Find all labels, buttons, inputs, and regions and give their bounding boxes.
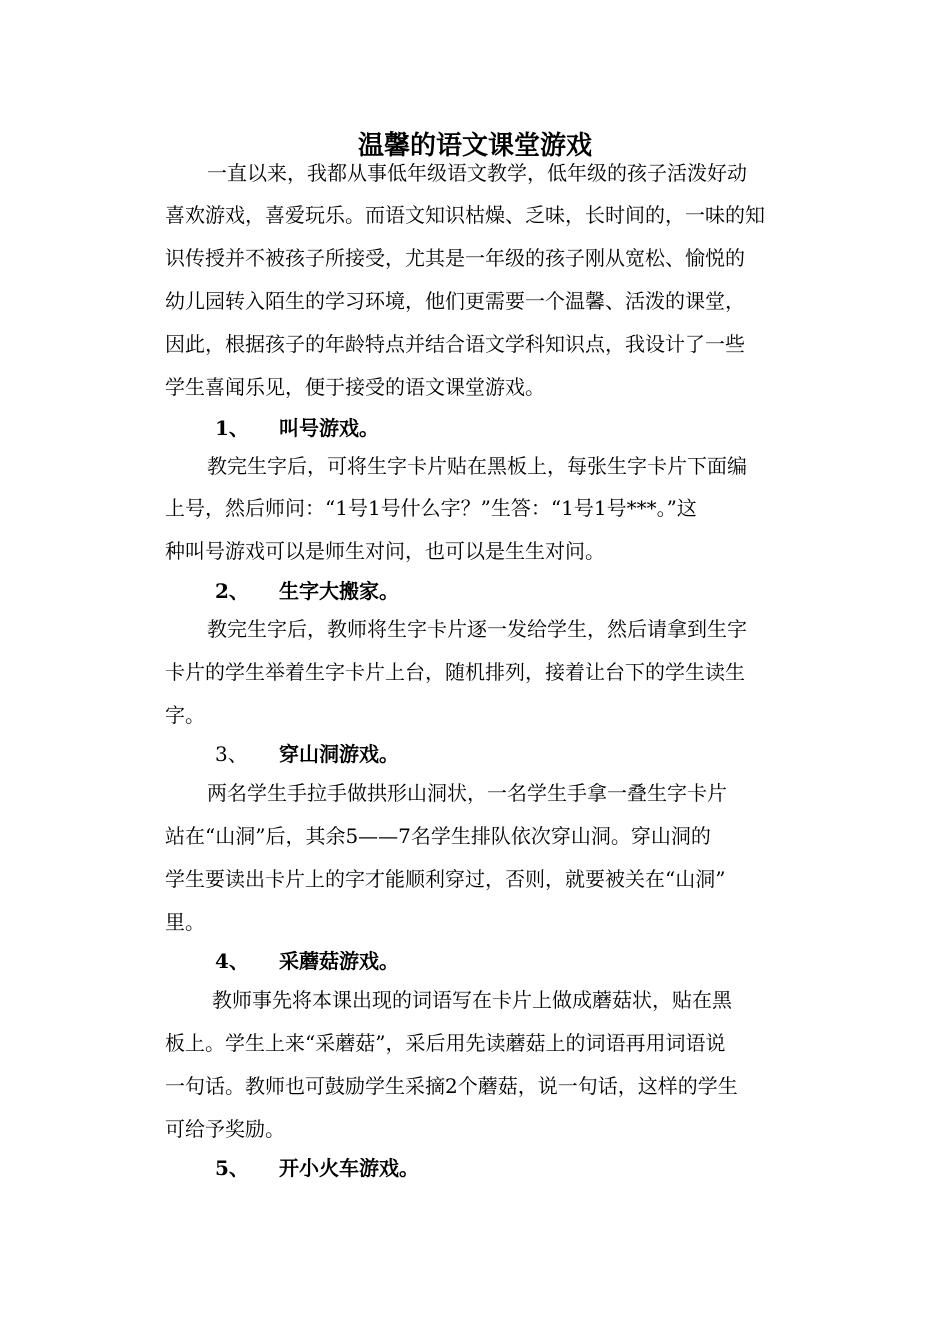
section-number: 3、 [215,742,248,766]
intro-line: 识传授并不被孩子所接受，尤其是一年级的孩子刚从宽松、愉悦的 [165,246,745,270]
document-title: 温馨的语文课堂游戏 [357,131,592,161]
intro-line: 喜欢游戏，喜爱玩乐。而语文知识枯燥、乏味，长时间的，一味的知 [165,203,765,227]
paragraph-line: 教师事先将本课出现的词语写在卡片上做成蘑菇状，贴在黑 [212,988,732,1012]
section-number: 1、 [215,416,249,440]
paragraph-line: 学生要读出卡片上的字才能顺利穿过，否则，就要被关在“山洞” [165,867,726,891]
section-title: 采蘑菇游戏。 [279,949,399,973]
section-number: 5、 [215,1156,249,1180]
paragraph-line: 可给予奖励。 [165,1117,285,1141]
section-number: 2、 [215,579,249,603]
paragraph-line: 站在“山洞”后，其余5——7名学生排队依次穿山洞。穿山洞的 [165,824,711,848]
section-number: 4、 [215,949,249,973]
intro-line: 一直以来，我都从事低年级语文教学，低年级的孩子活泼好动 [207,161,747,185]
paragraph-line: 一句话。教师也可鼓励学生采摘2个蘑菇，说一句话，这样的学生 [165,1074,738,1098]
section-title: 叫号游戏。 [279,416,379,440]
section-title: 开小火车游戏。 [279,1156,419,1180]
paragraph-line: 上号，然后师问：“1号1号什么字？”生答：“1号1号***。”这 [165,496,697,520]
intro-line: 幼儿园转入陌生的学习环境，他们更需要一个温馨、活泼的课堂， [165,289,745,313]
section-title: 穿山洞游戏。 [279,742,399,766]
paragraph-line: 教完生字后，可将生字卡片贴在黑板上，每张生字卡片下面编 [207,454,747,478]
section-title: 生字大搬家。 [279,579,399,603]
paragraph-line: 里。 [165,910,205,934]
paragraph-line: 教完生字后，教师将生字卡片逐一发给学生，然后请拿到生字 [207,617,747,641]
intro-line: 学生喜闻乐见，便于接受的语文课堂游戏。 [165,375,545,399]
paragraph-line: 两名学生手拉手做拱形山洞状，一名学生手拿一叠生字卡片 [207,781,727,805]
paragraph-line: 板上。学生上来“采蘑菇”，采后用先读蘑菇上的词语再用词语说 [165,1031,726,1055]
intro-line: 因此，根据孩子的年龄特点并结合语文学科知识点，我设计了一些 [165,332,745,356]
paragraph-line: 字。 [165,703,205,727]
paragraph-line: 卡片的学生举着生字卡片上台，随机排列，接着让台下的学生读生 [165,660,745,684]
paragraph-line: 种叫号游戏可以是师生对问，也可以是生生对问。 [165,539,605,563]
